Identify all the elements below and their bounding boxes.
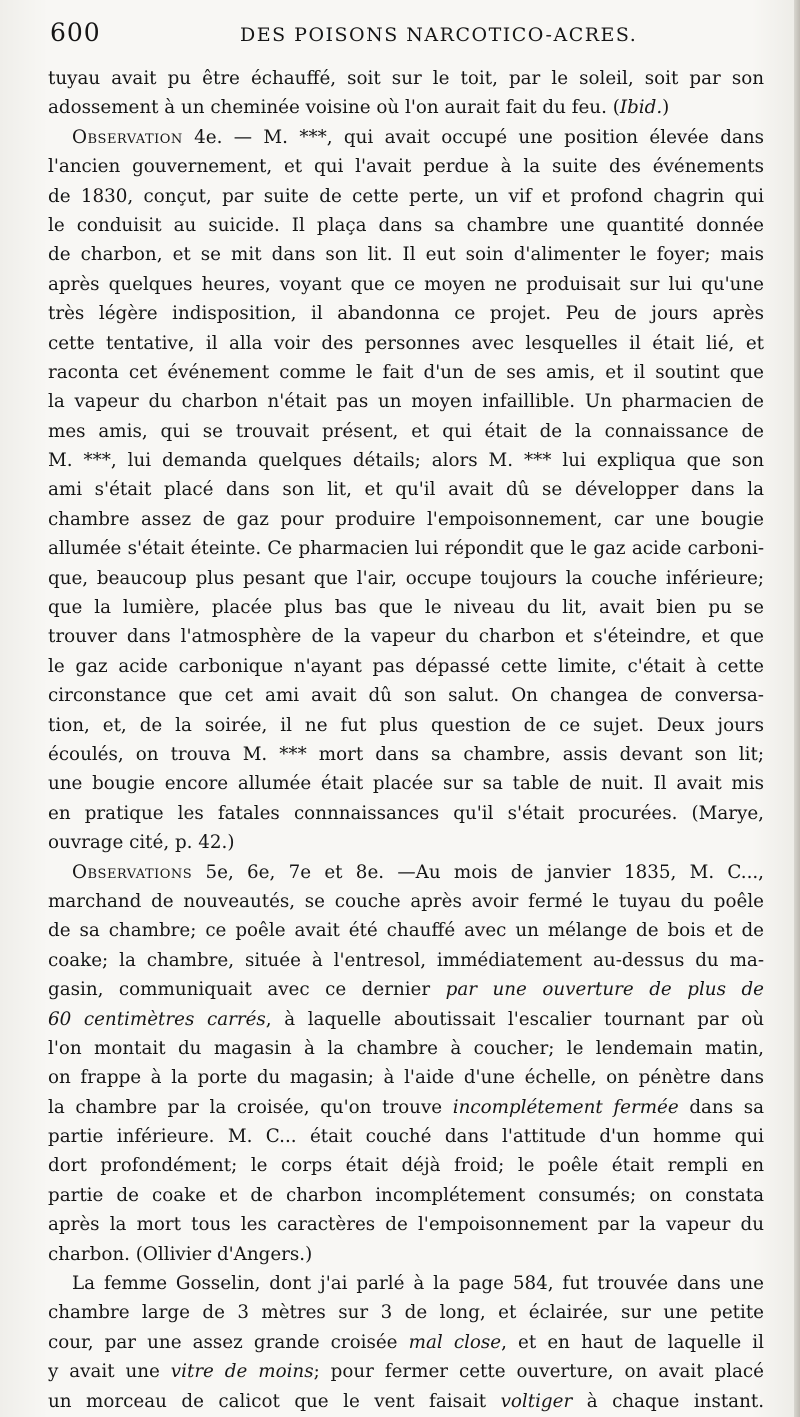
italic-text: vitre de moins	[170, 1361, 314, 1383]
text-segment: coake; la chambre, située à l'entresol, immédiatement au-dessus du ma-	[48, 949, 764, 971]
text-segment: le conduisit au suicide. Il plaça dans sa chambre une quantité donnée	[48, 214, 764, 236]
small-caps-heading: Observation	[72, 126, 183, 148]
text-segment: ouvrage cité, p. 42.)	[48, 832, 235, 854]
text-line	[48, 505, 764, 534]
italic-text: 60 centimètres carrés	[48, 1008, 266, 1030]
text-line	[48, 622, 764, 651]
text-segment: chambre large de 3 mètres sur 3 de long, et éclairée, sur une petite	[48, 1302, 764, 1324]
text-segment: la chambre par la croisée, qu'on trouve	[48, 1096, 453, 1118]
text-line	[48, 916, 764, 945]
text-segment: après la mort tous les caractères de l'empoisonnement par la vapeur du	[48, 1214, 764, 1236]
page-edge	[794, 0, 800, 1417]
text-line	[48, 1298, 764, 1327]
text-segment: marchand de nouveautés, se couche après avoir fermé le tuyau du poêle	[48, 890, 764, 912]
italic-text: par une ouverture de plus de	[445, 979, 764, 1001]
text-line	[48, 652, 764, 681]
text-segment: à chaque instant.	[572, 1390, 764, 1412]
text-segment: cette tentative, il alla voir des personnes avec lesquelles il était lié, et	[48, 332, 764, 354]
text-segment: que, beaucoup plus pesant que l'air, occupe toujours la couche inférieure;	[48, 567, 764, 589]
text-segment: en pratique les fatales connnaissances qu'il s'était procurées. (Marye,	[48, 802, 764, 824]
small-caps-heading: Observations	[72, 861, 193, 883]
text-segment: dort profondément; le corps était déjà froid; le poêle était rempli en	[48, 1155, 764, 1177]
text-segment: on frappe à la porte du magasin; à l'aide d'une échelle, on pénètre dans	[48, 1067, 764, 1089]
text-line	[48, 417, 764, 446]
text-line	[48, 240, 764, 269]
text-segment: de 1830, conçut, par suite de cette perte, un vif et profond chagrin qui	[48, 185, 764, 207]
text-line	[48, 1210, 764, 1239]
text-segment: la vapeur du charbon n'était pas un moyen infaillible. Un pharmacien de	[48, 391, 764, 413]
text-line	[48, 1387, 764, 1416]
text-line	[48, 887, 764, 916]
text-segment: 5e, 6e, 7e et 8e. —Au mois de janvier 1835, M. C...,	[192, 861, 764, 883]
text-line	[48, 123, 764, 152]
text-line	[48, 1328, 764, 1357]
text-line	[48, 152, 764, 181]
italic-text: mal close	[408, 1331, 502, 1353]
text-line	[48, 593, 764, 622]
text-segment: partie inférieure. M. C... était couché dans l'attitude d'un homme qui	[48, 1126, 764, 1148]
text-line	[48, 1181, 764, 1210]
text-line	[48, 1093, 764, 1122]
page-header	[50, 18, 772, 54]
text-line	[48, 1005, 764, 1034]
text-line	[48, 475, 764, 504]
text-line	[48, 387, 764, 416]
text-line	[48, 1269, 764, 1298]
text-line	[48, 534, 764, 563]
text-line	[48, 182, 764, 211]
text-segment: trouver dans l'atmosphère de la vapeur du charbon et s'éteindre, et que	[48, 626, 764, 648]
text-line	[48, 358, 764, 387]
text-segment: adossement à un cheminée voisine où l'on aurait fait du feu. (	[48, 97, 620, 119]
text-line	[48, 1122, 764, 1151]
text-segment: La femme Gosselin, dont j'ai parlé à la page 584, fut trouvée dans une	[72, 1273, 764, 1295]
text-segment: que la lumière, placée plus bas que le niveau du lit, avait bien pu se	[48, 597, 764, 619]
text-segment: y avait une	[48, 1361, 171, 1383]
text-line	[48, 975, 764, 1004]
text-segment: chambre assez de gaz pour produire l'empoisonnement, car une bougie	[48, 508, 764, 530]
text-segment: un morceau de calicot que le vent faisait	[48, 1390, 501, 1412]
text-segment: mes amis, qui se trouvait présent, et qui était de la connaissance de	[48, 420, 764, 442]
text-segment: , et en haut de laquelle il	[501, 1331, 764, 1353]
text-segment: une bougie encore allumée était placée sur sa table de nuit. Il avait mis	[48, 773, 764, 795]
text-segment: l'ancien gouvernement, et qui l'avait perdue à la suite des événements	[48, 156, 764, 178]
text-line	[48, 1151, 764, 1180]
text-segment: allumée s'était éteinte. Ce pharmacien lui répondit que le gaz acide carboni-	[48, 538, 764, 560]
text-segment: après quelques heures, voyant que ce moyen ne produisait sur lui qu'une	[48, 273, 764, 295]
text-line	[48, 1063, 764, 1092]
text-line	[48, 564, 764, 593]
italic-text: voltiger	[500, 1390, 573, 1412]
text-segment: raconta cet événement comme le fait d'un de ses amis, et il soutint que	[48, 361, 764, 383]
text-segment: cour, par une assez grande croisée	[48, 1331, 409, 1353]
text-line	[48, 799, 764, 828]
text-segment: l'on montait du magasin à la chambre à coucher; le lendemain matin,	[48, 1037, 764, 1059]
text-line	[48, 1240, 764, 1269]
page-number: 600	[50, 18, 101, 47]
running-title: DES POISONS NARCOTICO-ACRES.	[240, 24, 638, 46]
text-segment: gasin, communiquait avec ce dernier	[48, 979, 446, 1001]
text-segment: ; pour fermer cette ouverture, on avait placé	[313, 1361, 764, 1383]
text-line	[48, 769, 764, 798]
text-line	[48, 946, 764, 975]
body-text	[48, 64, 764, 1416]
text-segment: , à laquelle aboutissait l'escalier tournant par où	[265, 1008, 764, 1030]
text-segment: de charbon, et se mit dans son lit. Il eut soin d'alimenter le foyer; mais	[48, 244, 764, 266]
text-segment: partie de coake et de charbon incomplétement consumés; on constata	[48, 1184, 764, 1206]
text-line	[48, 93, 764, 122]
text-line	[48, 64, 764, 93]
text-segment: écoulés, on trouva M. *** mort dans sa chambre, assis devant son lit;	[48, 743, 764, 765]
text-segment: le gaz acide carbonique n'ayant pas dépassé cette limite, c'était à cette	[48, 655, 764, 677]
italic-text: Ibid.	[619, 97, 663, 119]
text-line	[48, 1034, 764, 1063]
text-line	[48, 740, 764, 769]
text-segment: très légère indisposition, il abandonna ce projet. Peu de jours après	[48, 303, 764, 325]
text-line	[48, 299, 764, 328]
text-segment: tuyau avait pu être échauffé, soit sur le toit, par le soleil, soit par son	[48, 68, 764, 89]
text-line	[48, 858, 764, 887]
text-segment: de sa chambre; ce poêle avait été chauffé avec un mélange de bois et de	[48, 920, 764, 942]
text-segment: dans sa	[678, 1096, 764, 1118]
text-segment: charbon. (Ollivier d'Angers.)	[48, 1243, 313, 1265]
text-line	[48, 270, 764, 299]
text-line	[48, 1357, 764, 1386]
text-segment: ami s'était placé dans son lit, et qu'il avait dû se développer dans la	[48, 479, 764, 501]
text-line	[48, 711, 764, 740]
text-segment: )	[662, 97, 670, 119]
text-line	[48, 446, 764, 475]
text-segment: M. ***, lui demanda quelques détails; alors M. *** lui expliqua que son	[48, 450, 764, 472]
text-line	[48, 681, 764, 710]
text-segment: circonstance que cet ami avait dû son salut. On changea de conversa-	[48, 685, 764, 707]
text-line	[48, 329, 764, 358]
text-segment: 4e. — M. ***, qui avait occupé une position élevée dans	[182, 126, 764, 148]
text-line	[48, 828, 764, 857]
italic-text: incomplétement fermée	[452, 1096, 679, 1118]
text-segment: tion, et, de la soirée, il ne fut plus question de ce sujet. Deux jours	[48, 714, 764, 736]
text-line	[48, 211, 764, 240]
